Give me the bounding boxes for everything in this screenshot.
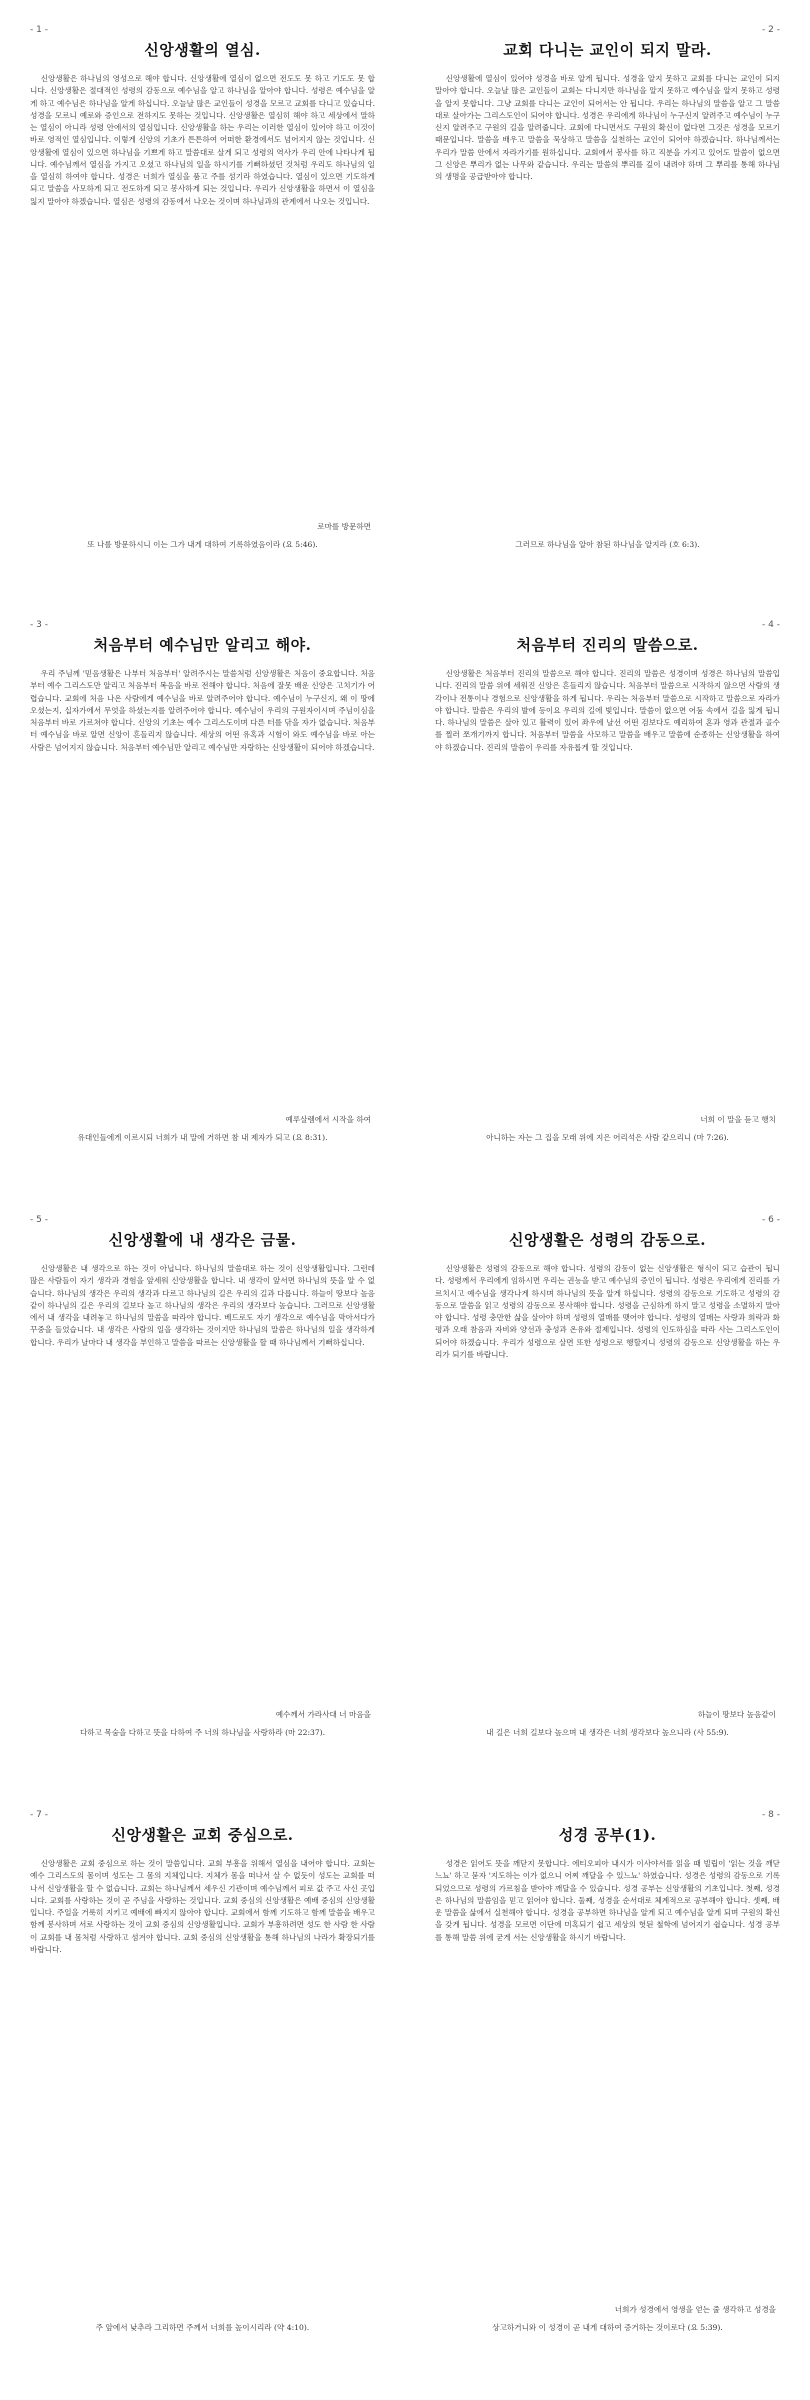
page-number: - 3 -	[30, 620, 48, 630]
body-text: 신앙생활은 성령의 감동으로 해야 합니다. 성령의 감동이 없는 신앙생활은 형식이 되고 습관이 됩니다. 성령께서 우리에게 임하시면 우리는 권능을 받고 예수님의 증인이 됩니다. 성령은 우리에게 진리를 가르치시고 예수님을 생각나게 하시며 하나님의 뜻을 알게 하십니다. 성령의 감동으로 기도하고 성령의 감동으로 말씀을 읽고 성령의 감동으로 봉사해야 합니다. 성령을 근심하게 하지 말고 성령을 소멸하지 말아야 합니다. 성령 충만한 삶을 살아야 하며 성령의 열매를 맺어야 합니다. 성령의 열매는 사랑과 희락과 화평과 오래 참음과 자비와 양선과 충성과 온유와 절제입니다. 성령의 인도하심을 따라 사는 그리스도인이 되어야 하겠습니다. 우리가 성령으로 살면 또한 성령으로 행할지니 성령의 감동으로 신앙생활을 하는 우리가 되기를 바랍니다.	[435, 1264, 780, 1359]
page-title: 신앙생활의 열심.	[144, 41, 261, 59]
scripture-source: 로마를 방문하면	[317, 522, 371, 531]
page-number: - 4 -	[762, 620, 780, 630]
body-text: 신앙생활은 처음부터 진리의 말씀으로 해야 합니다. 진리의 말씀은 성경이며 성경은 하나님의 말씀입니다. 진리의 말씀 위에 세워진 신앙은 흔들리지 않습니다. 처음부터 말씀으로 시작하지 않으면 사람의 생각이나 전통이나 경험으로 신앙생활을 하게 됩니다. 우리는 처음부터 말씀으로 시작하고 말씀으로 자라가야 합니다. 말씀은 우리의 발에 등이요 우리의 길에 빛입니다. 말씀이 없으면 어둠 속에서 길을 잃게 됩니다. 하나님의 말씀은 살아 있고 활력이 있어 좌우에 날선 어떤 검보다도 예리하여 혼과 영과 관절과 골수를 찔러 쪼개기까지 합니다. 처음부터 말씀을 사모하고 말씀을 배우고 말씀에 순종하는 신앙생활을 하여야 하겠습니다. 진리의 말씀이 우리를 자유롭게 할 것입니다.	[435, 669, 780, 752]
page-number: - 2 -	[762, 25, 780, 35]
scripture-source: 하늘이 땅보다 높음같이	[697, 1710, 776, 1719]
page-title: 신앙생활은 교회 중심으로.	[111, 1826, 294, 1844]
page-title: 처음부터 진리의 말씀으로.	[516, 636, 699, 654]
page-1	[30, 25, 375, 565]
closing-verse: 다하고 목숨을 다하고 뜻을 다하여 주 너의 하나님을 사랑하라 (마 22:37).	[79, 1728, 326, 1737]
body-text: 신앙생활은 하나님의 영성으로 해야 합니다. 신앙생활에 열심이 없으면 전도도 못 하고 기도도 못 합니다. 신앙생활은 절대적인 성령의 감동으로 예수님을 알고 하나님을 알아야 합니다. 성령은 예수님을 알게 하고 예수님은 하나님을 알게 하십니다. 오늘날 많은 교인들이 성경을 모르고 교회를 다니고 있습니다. 성경을 모르니 예로와 증인으로 전하지도 못하는 것입니다. 신앙생활은 열심히 해야 하고 세상에서 말하는 열심이 아니라 성령 안에서의 열심입니다. 신앙생활을 하는 우리는 이러한 열심이 있어야 하고 이것이 바로 영적인 열심입니다. 이렇게 신앙의 기초가 튼튼하여 어떠한 환경에서도 넘어지지 않는 것입니다. 신앙생활에 열심이 있으면 하나님을 기쁘게 하고 말씀대로 살게 되고 성령의 역사가 우리 안에 나타나게 됩니다. 예수님께서 열심을 가지고 오셨고 하나님의 일을 하시기를 기뻐하셨던 것처럼 우리도 하나님의 일을 열심히 하여야 합니다. 성경은 너희가 열심을 품고 주를 섬기라 하였습니다. 열심이 있으면 기도하게 되고 말씀을 사모하게 되고 전도하게 되고 봉사하게 되는 것입니다. 우리가 신앙생활을 하면서 이 열심을 잃지 말아야 하겠습니다. 열심은 성령의 감동에서 나오는 것이며 하나님과의 관계에서 나오는 것입니다.	[30, 74, 375, 206]
closing-verse: 유대인들에게 이르시되 너희가 내 말에 거하면 참 내 제자가 되고 (요 8:31).	[77, 1133, 328, 1142]
body-text: 신앙생활에 열심이 있어야 성경을 바로 알게 됩니다. 성경을 알지 못하고 교회를 다니는 교인이 되지 말아야 합니다. 오늘날 많은 교인들이 교회는 다니지만 하나님을 알지 못하고 예수님을 알지 못하고 성령을 알지 못합니다. 그냥 교회를 다니는 교인이 되어서는 안 됩니다. 우리는 하나님의 말씀을 알고 그 말씀대로 살아가는 그리스도인이 되어야 합니다. 성경은 우리에게 하나님이 누구신지 알려주고 예수님이 누구신지 알려주고 구원의 길을 알려줍니다. 교회에 다니면서도 구원의 확신이 없다면 그것은 성경을 모르기 때문입니다. 말씀을 배우고 말씀을 묵상하고 말씀을 실천하는 교인이 되어야 하겠습니다. 하나님께서는 우리가 말씀 안에서 자라가기를 원하십니다. 교회에서 봉사를 하고 직분을 가지고 있어도 말씀이 없으면 그 신앙은 뿌리가 없는 나무와 같습니다. 우리는 말씀의 뿌리를 깊이 내려야 하며 그 뿌리를 통해 하나님의 생명을 공급받아야 합니다.	[435, 74, 780, 181]
body-text: 성경은 읽어도 뜻을 깨닫지 못합니다. 에티오피아 내시가 이사야서를 읽을 때 빌립이 '읽는 것을 깨닫느뇨' 하고 묻자 '지도하는 이가 없으니 어찌 깨달을 수 있느뇨' 하였습니다. 성경은 성령의 감동으로 기록되었으므로 성령의 가르침을 받아야 깨달을 수 있습니다. 성경 공부는 신앙생활의 기초입니다. 첫째, 성경은 하나님의 말씀임을 믿고 읽어야 합니다. 둘째, 성경을 순서대로 체계적으로 공부해야 합니다. 셋째, 배운 말씀을 삶에서 실천해야 합니다. 성경을 공부하면 하나님을 알게 되고 예수님을 알게 되며 구원의 확신을 갖게 됩니다. 성경을 모르면 이단에 미혹되기 쉽고 세상의 헛된 철학에 넘어지기 쉽습니다. 성경 공부를 통해 말씀 위에 굳게 서는 신앙생활을 하시기 바랍니다.	[435, 1859, 780, 1942]
page-title: 신앙생활에 내 생각은 금물.	[108, 1231, 297, 1249]
page-3	[30, 620, 375, 1160]
scripture-source: 예루살렘에서 시작을 하여	[285, 1115, 371, 1124]
page-number: - 8 -	[762, 1810, 780, 1820]
page-4	[435, 620, 780, 1160]
closing-verse: 내 길은 너희 길보다 높으며 내 생각은 너희 생각보다 높으니라 (사 55:9).	[486, 1728, 729, 1737]
page-number: - 1 -	[30, 25, 48, 35]
closing-verse: 상고하거니와 이 성경이 곧 내게 대하여 증거하는 것이로다 (요 5:39).	[492, 2323, 723, 2332]
body-text: 우리 주님께 '믿음생활은 나부터 처음부터' 알려주시는 말씀처럼 신앙생활은 처음이 중요합니다. 처음부터 예수 그리스도만 알리고 처음부터 복음을 바로 전해야 합니다. 처음에 잘못 배운 신앙은 고치기가 어렵습니다. 교회에 처음 나온 사람에게 예수님을 바로 알려주어야 합니다. 예수님이 누구신지, 왜 이 땅에 오셨는지, 십자가에서 무엇을 하셨는지를 알려주어야 합니다. 예수님이 우리의 구원자이시며 주님이심을 처음부터 바로 가르쳐야 합니다. 신앙의 기초는 예수 그리스도이며 다른 터를 닦을 자가 없습니다. 처음부터 예수님을 바로 알면 신앙이 흔들리지 않습니다. 세상의 어떤 유혹과 시험이 와도 예수님을 바로 아는 사람은 넘어지지 않습니다. 처음부터 예수님만 알리고 예수님만 자랑하는 신앙생활이 되어야 하겠습니다.	[30, 669, 375, 752]
page-title: 성경 공부(1).	[558, 1826, 657, 1844]
page-2	[435, 25, 780, 565]
closing-verse: 아니하는 자는 그 집을 모래 위에 지은 어리석은 사람 같으리니 (마 7:26).	[486, 1133, 729, 1142]
closing-verse: 주 앞에서 낮추라 그리하면 주께서 너희를 높이시리라 (약 4:10).	[95, 2323, 310, 2332]
scripture-source: 너희가 성경에서 영생을 얻는 줄 생각하고 성경을	[614, 2305, 776, 2314]
closing-verse: 그러므로 하나님을 알아 참된 하나님을 알지라 (호 6:3).	[515, 540, 700, 549]
page-5	[30, 1215, 375, 1755]
page-title: 처음부터 예수님만 알리고 해야.	[93, 636, 312, 654]
page-title: 교회 다니는 교인이 되지 말라.	[503, 41, 712, 59]
page-7	[30, 1810, 375, 2350]
page-number: - 5 -	[30, 1215, 48, 1225]
page-title: 신앙생활은 성령의 감동으로.	[508, 1231, 707, 1249]
page-8	[435, 1810, 780, 2350]
scripture-source: 예수께서 가라사대 너 마음을	[275, 1710, 371, 1719]
closing-verse: 또 나를 방문하시니 이는 그가 내게 대하여 기록하였음이라 (요 5:46).	[87, 540, 318, 549]
body-text: 신앙생활은 교회 중심으로 하는 것이 말씀입니다. 교회 부흥을 위해서 열심을 내어야 합니다. 교회는 예수 그리스도의 몸이며 성도는 그 몸의 지체입니다. 지체가 몸을 떠나서 살 수 없듯이 성도는 교회를 떠나서 신앙생활을 할 수 없습니다. 교회는 하나님께서 세우신 기관이며 예수님께서 피로 값 주고 사신 곳입니다. 교회를 사랑하는 것이 곧 주님을 사랑하는 것입니다. 교회 중심의 신앙생활은 예배 중심의 신앙생활입니다. 주일을 거룩히 지키고 예배에 빠지지 않아야 합니다. 교회에서 함께 기도하고 함께 말씀을 배우고 함께 봉사하며 서로 사랑하는 것이 교회 중심의 신앙생활입니다. 교회가 부흥하려면 성도 한 사람 한 사람이 교회를 내 몸처럼 사랑하고 섬겨야 합니다. 교회 중심의 신앙생활을 통해 하나님의 나라가 확장되기를 바랍니다.	[30, 1859, 375, 1954]
scripture-source: 너희 이 말을 듣고 행치	[700, 1115, 776, 1124]
page-number: - 7 -	[30, 1810, 48, 1820]
page-6	[435, 1215, 780, 1755]
body-text: 신앙생활은 내 생각으로 하는 것이 아닙니다. 하나님의 말씀대로 하는 것이 신앙생활입니다. 그런데 많은 사람들이 자기 생각과 경험을 앞세워 신앙생활을 합니다. 내 생각이 앞서면 하나님의 뜻을 알 수 없습니다. 하나님의 생각은 우리의 생각과 다르고 하나님의 길은 우리의 길과 다릅니다. 하늘이 땅보다 높음 같이 하나님의 길은 우리의 길보다 높고 하나님의 생각은 우리의 생각보다 높습니다. 그러므로 신앙생활에서 내 생각을 내려놓고 하나님의 말씀을 따라야 합니다. 베드로도 자기 생각으로 예수님을 막아서다가 꾸중을 들었습니다. 내 생각은 사람의 일을 생각하는 것이지만 하나님의 말씀은 하나님의 일을 생각하게 합니다. 우리가 날마다 내 생각을 부인하고 말씀을 따르는 신앙생활을 할 때 하나님께서 기뻐하십니다.	[30, 1264, 375, 1347]
page-number: - 6 -	[762, 1215, 780, 1225]
